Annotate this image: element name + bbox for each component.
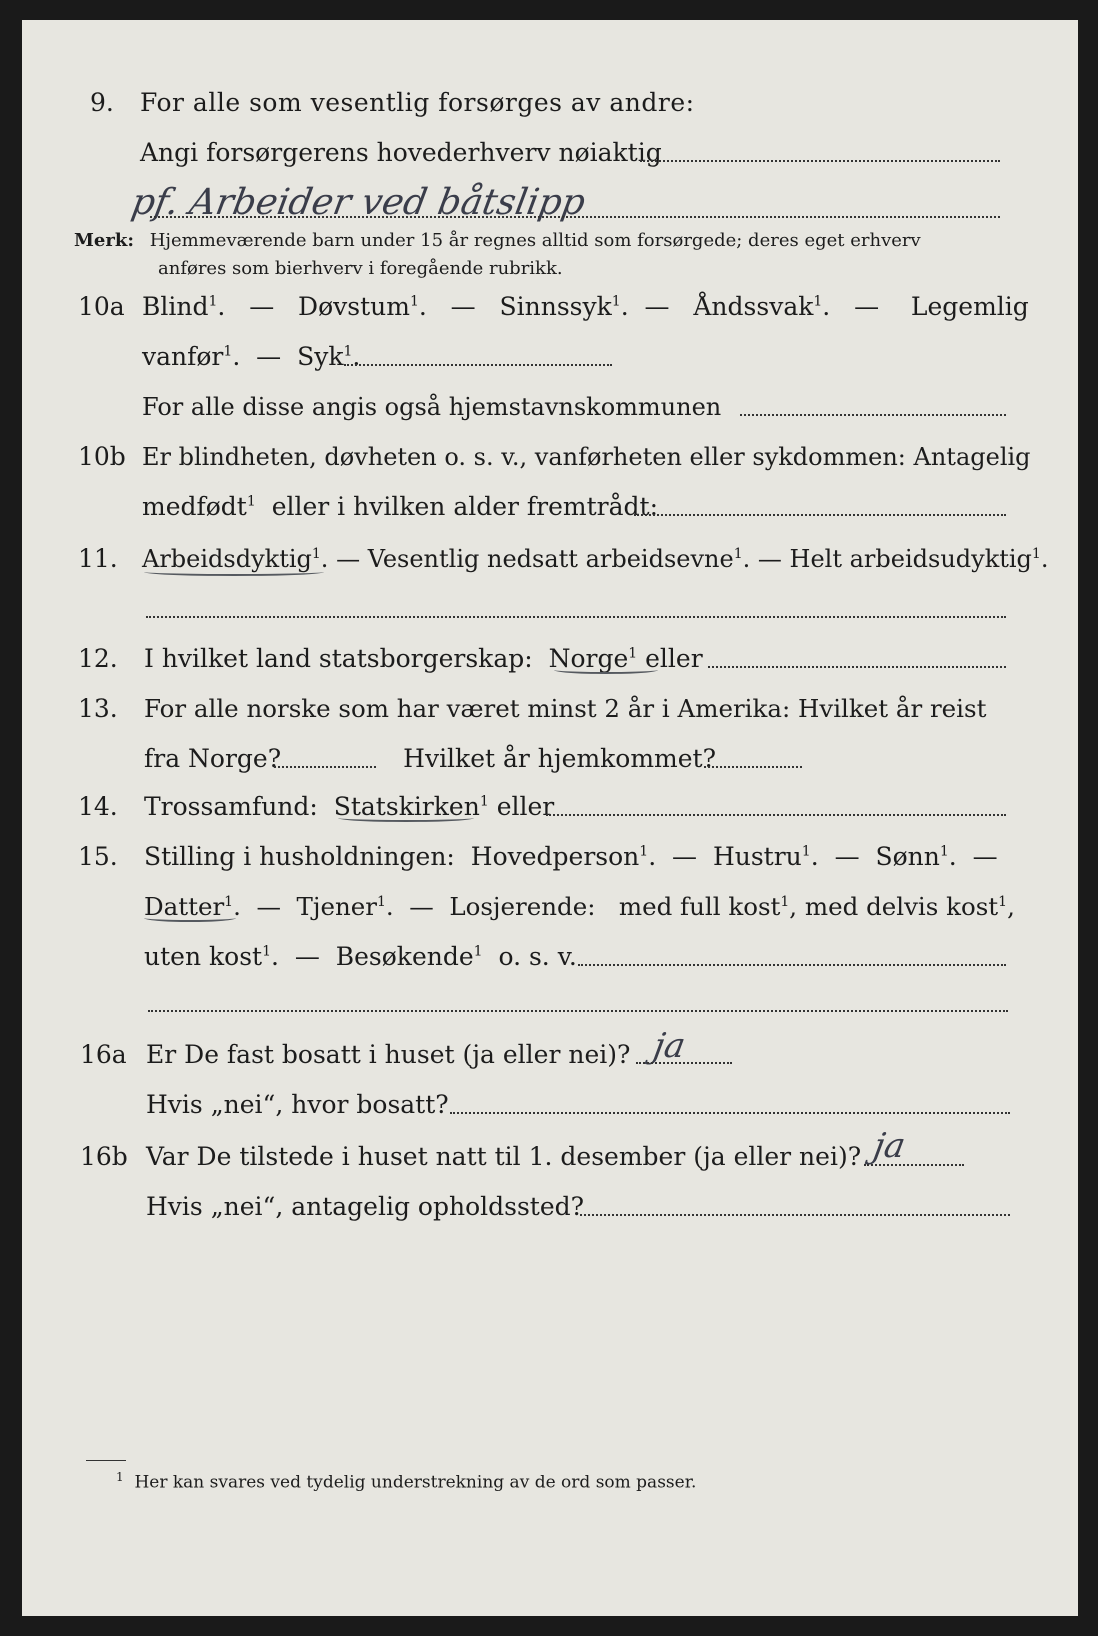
q13-hjemkommet-label: Hvilket år hjemkommet? [403,744,717,773]
q11-line: Arbeidsdyktig$^1$. — Vesentlig nedsatt arbeidsevne$^1$. — Helt arbeidsudyktig$^1$. [142,545,1049,573]
q10a-option-syk: Syk [297,342,344,371]
q16a-handwritten-answer: ja [650,1026,689,1066]
q16b-number: 16b [80,1142,128,1171]
q14-question: Trossamfund: [144,792,318,821]
q10a-option-vanfor: vanfør [142,342,224,371]
q12-line: I hvilket land statsborgerskap: Norge$^1$ eller [144,644,703,673]
q10a-number: 10a [78,292,125,321]
q10a-line3: For alle disse angis også hjemstavnskommunen [142,393,722,421]
q11-underline-mark [144,568,324,576]
q10a-option-legemlig: Legemlig [910,292,1029,321]
footnote-rule [86,1460,126,1461]
merk-note [74,230,921,252]
q15-option-hustru: Hustru [712,842,802,871]
q16b-opholdssted-line [580,1214,1010,1216]
q13-line2 [144,744,716,774]
merk-line2: anføres som bierhverv i foregående rubrikk. [158,258,563,279]
q14-line: Trossamfund: Statskirken$^1$ eller [144,792,555,821]
q10a-line2: vanfør$^1$. — Syk$^1$. [142,342,361,371]
q9-line1: For alle som vesentlig forsørges av andre: [140,88,695,117]
q14-underline-mark [338,814,474,822]
q11-option-udyktig: Helt arbeidsudyktig [789,545,1032,573]
q10b-line1: Er blindheten, døvheten o. s. v., vanførheten eller sykdommen: Antagelig [142,443,1031,471]
q15-option-hovedperson: Hovedperson [470,842,640,871]
q10a-option-blind: Blind [142,292,209,321]
q9-answer-line-2 [150,216,1000,218]
q15-option-besokende: Besøkende [335,942,474,971]
q9-line2: Angi forsørgerens hovederhverv nøiaktig [140,138,662,167]
merk-line1: Hjemmeværende barn under 15 år regnes alltid som forsørgede; deres eget erhverv [149,230,921,251]
q16a-answer-line [636,1062,732,1064]
q12-eller: eller [645,644,703,673]
q16a-bosatt-line [450,1112,1010,1114]
q16a-number: 16a [80,1040,127,1069]
q13-reist-label: fra Norge? [144,744,282,773]
q14-option-statskirken: Statskirken [333,792,480,821]
footnote [116,1470,696,1493]
merk-label: Merk: [74,230,134,251]
q10a-answer-line [344,364,612,366]
q15-underline-mark [144,914,236,922]
q10b-line2: medfødt$^1$ eller i hvilken alder fremtrådt: [142,492,658,521]
q15-answer-line [578,964,1006,966]
q13-reist-line [274,766,376,768]
q15-option-full-kost: med full kost [618,892,781,921]
q16b-answer-line [864,1164,964,1166]
q11-option-nedsatt: Vesentlig nedsatt arbeidsevne [367,545,734,573]
q9-handwritten-answer: pf. Arbeider ved båtslipp [128,182,589,223]
q14-eller: eller [496,792,555,821]
q9-number: 9. [90,88,114,117]
q11-number: 11. [78,544,118,573]
footnote-mark: 1 [116,1470,124,1484]
q16a-line2: Hvis „nei“, hvor bosatt? [146,1090,449,1119]
q13-number: 13. [78,694,118,723]
q11-option-arbeidsdyktig: Arbeidsdyktig [142,545,312,573]
q12-question: I hvilket land statsborgerskap: [144,644,533,673]
q15-line3: uten kost$^1$. — Besøkende$^1$ o. s. v. [144,942,577,971]
q15-option-tjener: Tjener [296,892,377,921]
q15-osv: o. s. v. [498,942,577,971]
q15-question: Stilling i husholdningen: [144,842,455,871]
q10b-number: 10b [78,442,126,471]
q14-number: 14. [78,792,118,821]
q15-option-delvis-kost: med delvis kost [804,892,999,921]
q10a-option-andssvak: Åndssvak [693,292,814,321]
q10a-hometown-line [740,414,1006,416]
q13-line1: For alle norske som har været minst 2 år i Amerika: Hvilket år reist [144,694,987,723]
q16b-handwritten-answer: ja [870,1126,909,1166]
q11-answer-line [146,616,1006,618]
q10b-line2-text: eller i hvilken alder fremtrådt: [271,492,658,521]
q13-hjemkommet-line [704,766,802,768]
q15-option-datter: Datter [144,892,225,921]
q10a-line1: Blind$^1$. — Døvstum$^1$. — Sinnssyk$^1$. — Åndssvak$^1$. — Legemlig [142,292,1029,321]
q15-line2: Datter$^1$. — Tjener$^1$. — Losjerende: med full kost$^1$, med delvis kost$^1$, [144,892,1015,921]
q16b-line2: Hvis „nei“, antagelig opholdssted? [146,1192,585,1221]
q10a-option-dovstum: Døvstum [298,292,410,321]
q9-answer-line [640,160,1000,162]
q16b-line1: Var De tilstede i huset natt til 1. desember (ja eller nei)? [146,1142,862,1171]
q15-line1: Stilling i husholdningen: Hovedperson$^1$. — Hustru$^1$. — Sønn$^1$. — [144,842,998,871]
q16a-line1: Er De fast bosatt i huset (ja eller nei)? [146,1040,631,1069]
q12-option-norge: Norge [548,644,629,673]
q10b-answer-line [634,514,1006,516]
q12-answer-line [708,666,1006,668]
q14-answer-line [546,814,1006,816]
q12-number: 12. [78,644,118,673]
census-form-page [22,20,1078,1616]
q10a-option-sinnssyk: Sinnssyk [499,292,612,321]
q15-option-sonn: Sønn [875,842,940,871]
q10b-option-medfodt: medfødt [142,492,247,521]
q15-option-uten-kost: uten kost [144,942,263,971]
q15-losjerende-label: Losjerende: [449,892,596,921]
q15-number: 15. [78,842,118,871]
footnote-text: Her kan svares ved tydelig understrekning av de ord som passer. [134,1472,697,1493]
q12-underline-mark [554,666,658,674]
q15-answer-line-2 [148,1010,1008,1012]
